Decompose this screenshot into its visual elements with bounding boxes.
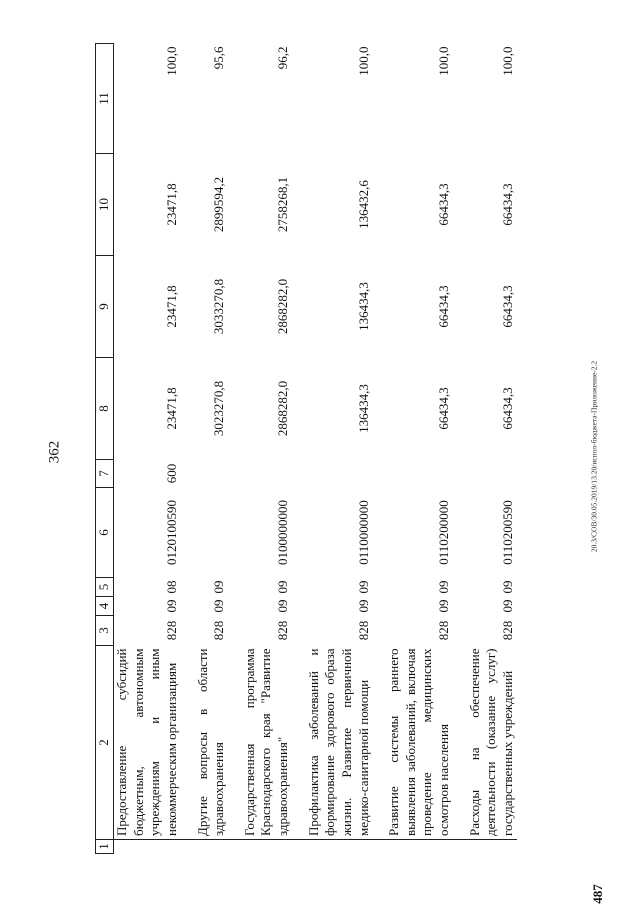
header-cell-1: 1 <box>96 840 114 854</box>
subsection-code: 09 <box>436 580 451 594</box>
row-description: Государственная программа Краснодарского края "Развитие здравоохранения" <box>242 646 292 840</box>
header-row <box>96 44 114 854</box>
row-gap <box>453 44 467 854</box>
section-code: 09 <box>436 599 451 613</box>
expense-type-code: 600 <box>163 463 179 484</box>
row-gap <box>372 44 386 854</box>
row-number-cell <box>386 840 453 854</box>
approved-amount: 66434,3 <box>499 387 515 430</box>
target-article-code <box>195 488 228 578</box>
table-row <box>386 44 453 854</box>
section-code: 09 <box>499 599 515 613</box>
section-code: 09 <box>211 599 227 613</box>
revised-amount: 66434,3 <box>499 285 515 328</box>
revised-amount: 2868282,0 <box>275 278 290 335</box>
header-cell-7: 7 <box>96 460 114 488</box>
expense-type-code <box>242 460 292 488</box>
row-description: Предоставление субсидий бюджетным, автономным учреждениям и иным некоммерческим организациям <box>114 646 181 840</box>
expense-type-code <box>306 460 373 488</box>
target-article-code: 0110000000 <box>355 500 371 565</box>
row-number-cell <box>467 840 517 854</box>
execution-percent: 100,0 <box>355 46 371 76</box>
row-gap <box>292 44 306 854</box>
section-code: 09 <box>355 599 371 613</box>
execution-percent: 95,6 <box>211 46 227 70</box>
page-number: 362 <box>46 440 63 464</box>
ministry-code: 828 <box>163 620 179 641</box>
table-row <box>195 44 228 854</box>
execution-percent: 96,2 <box>275 46 290 70</box>
executed-amount: 136432,6 <box>355 180 371 229</box>
row-description: Развитие системы раннего выявления заболеваний, включая проведение медицинских осмотров населения <box>386 646 453 840</box>
document-code: 20.3/СОВ/30.05.2019/13.20/испол-бюджета-Приложение-2.2 <box>589 360 599 553</box>
executed-amount: 66434,3 <box>499 183 515 226</box>
section-code: 09 <box>275 599 290 613</box>
subsection-code: 09 <box>499 580 515 594</box>
budget-table <box>95 43 517 854</box>
header-cell-10: 10 <box>96 154 114 256</box>
revised-amount: 23471,8 <box>163 285 179 328</box>
table-rotator <box>95 44 595 854</box>
header-cell-2: 2 <box>96 646 114 840</box>
subsection-code: 09 <box>211 580 227 594</box>
ministry-code: 828 <box>355 620 371 641</box>
header-cell-8: 8 <box>96 358 114 460</box>
ministry-code: 828 <box>211 620 227 641</box>
expense-type-code <box>467 460 517 488</box>
expense-type-code <box>386 460 453 488</box>
revised-amount: 3033270,8 <box>211 278 227 335</box>
execution-percent: 100,0 <box>436 46 451 76</box>
rotated-table-area <box>95 44 595 854</box>
executed-amount: 2899594,2 <box>211 176 227 233</box>
ministry-code: 828 <box>436 620 451 641</box>
table-row <box>306 44 373 854</box>
revised-amount: 136434,3 <box>355 282 371 331</box>
header-cell-11: 11 <box>96 44 114 154</box>
row-number-cell <box>195 840 228 854</box>
subsection-code: 08 <box>163 580 179 594</box>
row-gap <box>181 44 195 854</box>
header-cell-9: 9 <box>96 256 114 358</box>
table-row <box>114 44 181 854</box>
section-code: 09 <box>163 599 179 613</box>
executed-amount: 2758268,1 <box>275 176 290 233</box>
approved-amount: 3023270,8 <box>211 380 227 437</box>
target-article-code: 0120100590 <box>163 500 179 565</box>
row-description: Другие вопросы в области здравоохранения <box>195 646 228 840</box>
row-gap <box>228 44 242 854</box>
row-number-cell <box>114 840 181 854</box>
expense-type-code <box>195 460 228 488</box>
header-cell-3: 3 <box>96 616 114 646</box>
target-article-code: 0110200590 <box>499 500 515 565</box>
target-article-code: 0110200000 <box>436 500 451 565</box>
revised-amount: 66434,3 <box>436 285 451 328</box>
row-description: Расходы на обеспечение деятельности (оказание услуг) государственных учреждений <box>467 646 517 840</box>
table-row <box>467 44 517 854</box>
ministry-code: 828 <box>275 620 290 641</box>
executed-amount: 23471,8 <box>163 183 179 226</box>
executed-amount: 66434,3 <box>436 183 451 226</box>
execution-percent: 100,0 <box>499 46 515 76</box>
ministry-code: 828 <box>499 620 515 641</box>
approved-amount: 2868282,0 <box>275 380 290 437</box>
approved-amount: 136434,3 <box>355 384 371 433</box>
row-description: Профилактика заболеваний и формирование здорового образа жизни. Развитие первичной медико-санитарной помощи <box>306 646 373 840</box>
sheet-number: 487 <box>589 884 605 904</box>
header-cell-4: 4 <box>96 597 114 616</box>
subsection-code: 09 <box>275 580 290 594</box>
subsection-code: 09 <box>355 580 371 594</box>
target-article-code: 0100000000 <box>275 500 290 565</box>
approved-amount: 66434,3 <box>436 387 451 430</box>
approved-amount: 23471,8 <box>163 387 179 430</box>
header-cell-6: 6 <box>96 488 114 578</box>
execution-percent: 100,0 <box>163 46 179 76</box>
header-cell-5: 5 <box>96 578 114 597</box>
row-number-cell <box>306 840 373 854</box>
table-row <box>242 44 292 854</box>
row-number-cell <box>242 840 292 854</box>
